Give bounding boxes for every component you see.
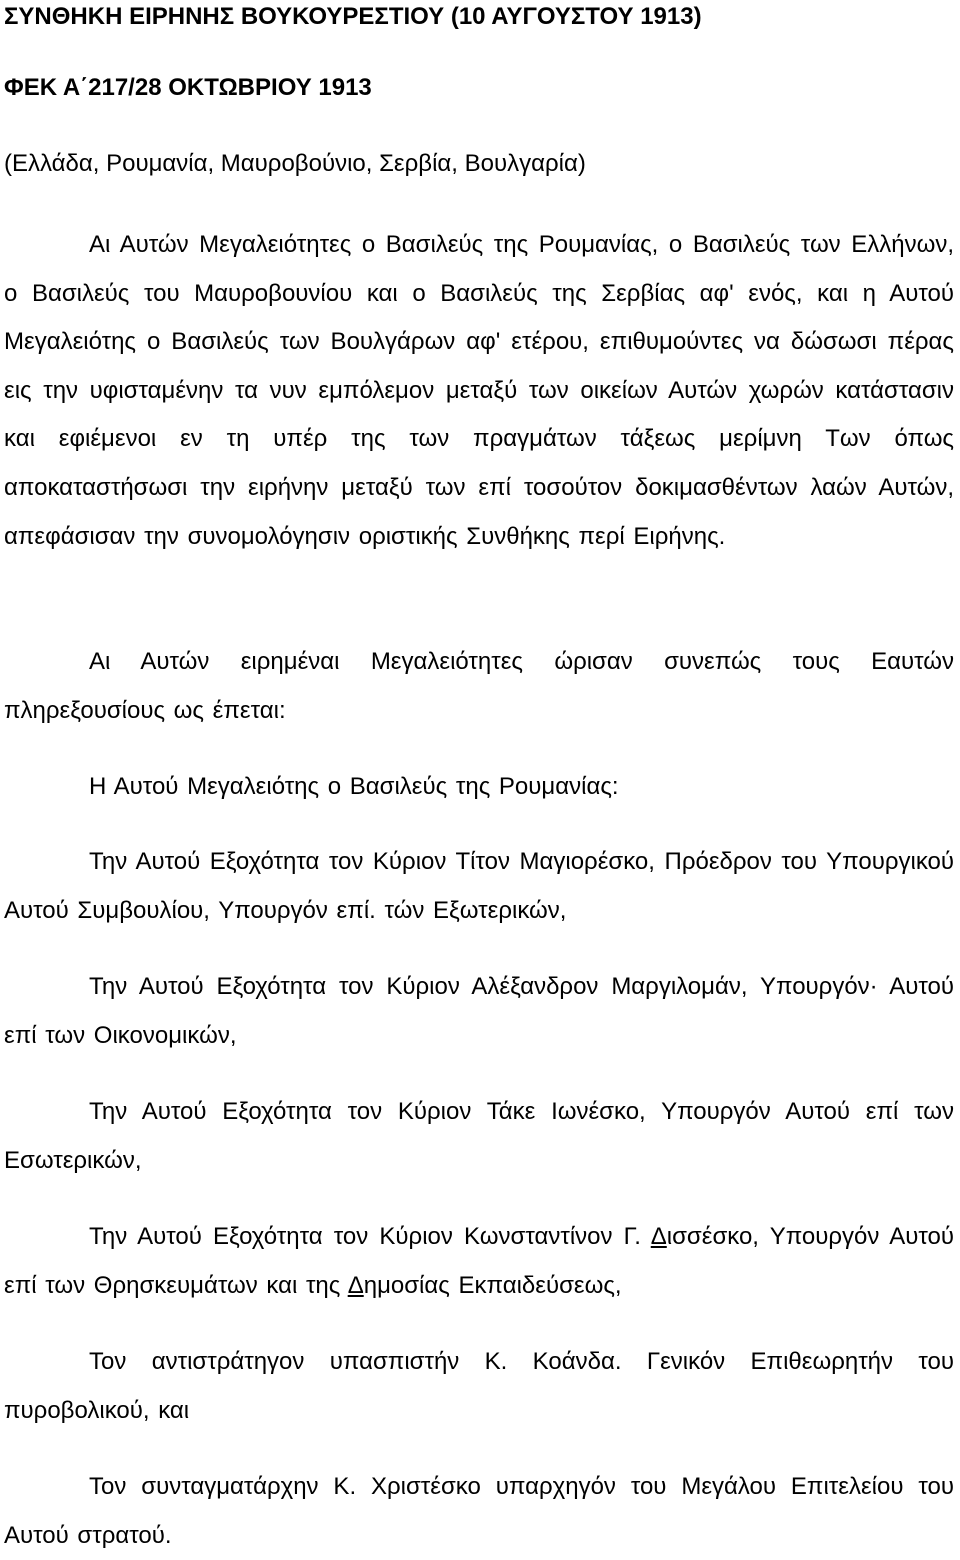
delegate-paragraph: Τον αντιστράτηγον υπασπιστήν Κ. Κοάνδα. Γενικόν Επιθεωρητήν του πυροβολικού, και [4, 1348, 954, 1424]
delegate-paragraph: Τον συνταγματάρχην Κ. Χριστέσκο υπαρχηγόν του Μεγάλου Επιτελείου του Αυτού στρατού. [4, 1473, 954, 1549]
delegate-text: Την Αυτού Εξοχότητα τον Κύριον Κωνσταντίνον Γ. [89, 1223, 651, 1250]
delegate-paragraph: Την Αυτού Εξοχότητα τον Κύριον Αλέξανδρον Μαργιλομάν, Υπουργόν· Αυτού επί των Οικονομικών, [4, 973, 954, 1049]
gazette-reference: ΦΕΚ Α΄217/28 ΟΚΤΩΒΡΙΟΥ 1913 [4, 74, 372, 101]
plenipotentiaries-intro: Αι Αυτών ειρημέναι Μεγαλειότητες ώρισαν συνεπώς τους Εαυτών πληρεξουσίους ως έπεται: [4, 648, 954, 724]
underlined-letter: Δ [347, 1271, 364, 1299]
delegate-paragraph: Την Αυτού Εξοχότητα τον Κύριον Τίτον Μαγιορέσκο, Πρόεδρον του Υπουργικού Αυτού Συμβουλίου, Υπουργόν επί. τών Εξωτερικών, [4, 848, 954, 924]
romania-heading: Η Αυτού Μεγαλειότης ο Βασιλεύς της Ρουμανίας: [89, 773, 619, 800]
document-title: ΣΥΝΘΗΚΗ ΕΙΡΗΝΗΣ ΒΟΥΚΟΥΡΕΣΤΙΟΥ (10 ΑΥΓΟΥΣΤΟΥ 1913) [4, 3, 702, 30]
delegate-paragraph: Την Αυτού Εξοχότητα τον Κύριον Τάκε Ιωνέσκο, Υπουργόν Αυτού επί των Εσωτερικών, [4, 1098, 954, 1174]
delegate-text: ημοσίας Εκπαιδεύσεως, [363, 1271, 622, 1299]
delegate-paragraph [4, 1213, 954, 1310]
underlined-letter: Δ [650, 1223, 667, 1250]
preamble-paragraph: Αι Αυτών Μεγαλειότητες ο Βασιλεύς της Ρουμανίας, ο Βασιλεύς των Ελλήνων, ο Βασιλεύς του Μαυροβουνίου και ο Βασιλεύς της Σερβίας αφ' ενός, και η Αυτού Μεγαλειότης ο Βασιλεύς των Βουλγάρων αφ' ετέρου, επιθυμούντες να δώσωσι πέρας εις την υφισταμένην τα νυν εμπόλεμον μεταξύ των οικείων Αυτών χωρών κατάστασιν και εφιέμενοι εν τη υπέρ της των πραγμάτων τάξεως μερίμνη Των όπως αποκαταστήσωσι την ειρήνην μεταξύ των επί τοσούτον δοκιμασθέντων λαών Αυτών, απεφάσισαν την συνομολόγησιν οριστικής Συνθήκης περί Ειρήνης. [4, 231, 954, 550]
parties-list: (Ελλάδα, Ρουμανία, Μαυροβούνιο, Σερβία, Βουλγαρία) [4, 150, 586, 177]
delegate-text: ισσέσκο, Υπουργόν Αυτού επί των Θρησκευμάτων και της [4, 1223, 954, 1299]
